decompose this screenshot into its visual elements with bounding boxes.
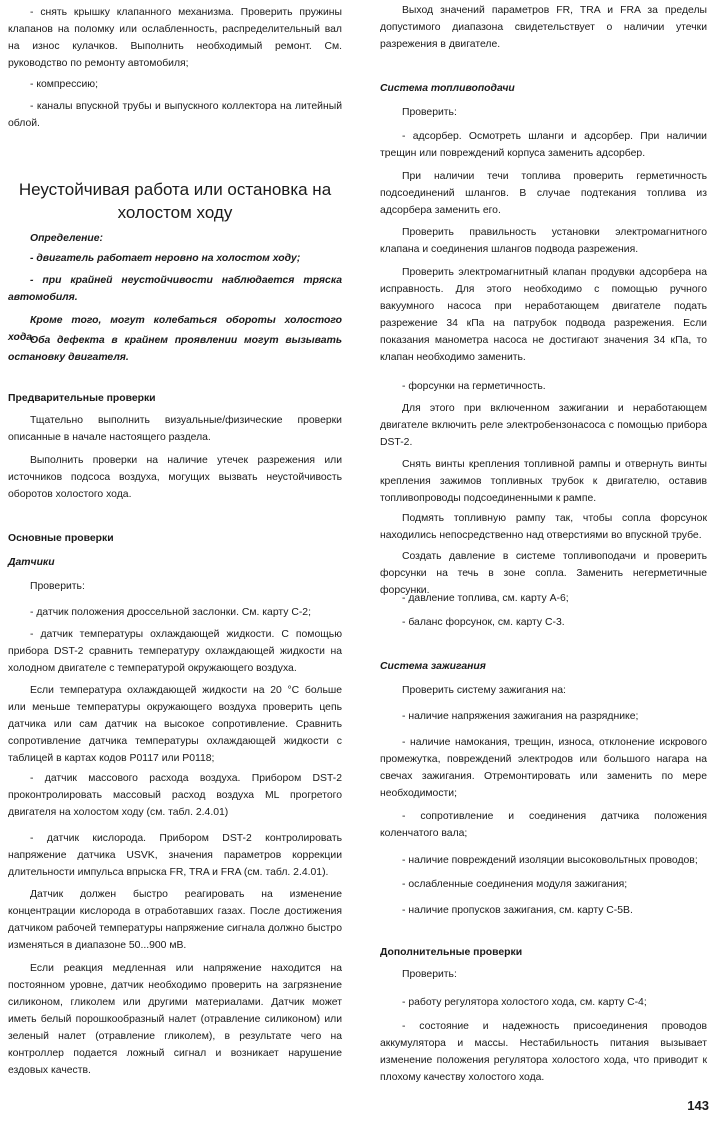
paragraph: - адсорбер. Осмотреть шланги и адсорбер. При наличии трещин или повреждений корпуса заменить адсорбер. xyxy=(380,131,707,159)
paragraph: - датчик температуры охлаждающей жидкости. С помощью прибора DST-2 сравнить температуру охлаждающей жидкости на холодном двигателе с температурой окружающего воздуха. xyxy=(8,629,342,674)
paragraph: Проверить: xyxy=(30,581,85,592)
subsection-title: Датчики xyxy=(8,557,55,568)
definition-item: Оба дефекта в крайнем проявлении могут вызывать остановку двигателя. xyxy=(8,335,342,363)
paragraph: Датчик должен быстро реагировать на изменение концентрации кислорода в отработавших газах. После достижения датчиком рабочей температуры напряжение сигнала должно быстро изменяться в диапазоне 50...900 мВ. xyxy=(8,889,342,951)
paragraph: Проверить электромагнитный клапан продувки адсорбера на исправность. Для этого необходимо с помощью ручного вакуумного насоса при неработающем двигателе подать разрежение 34 кПа на патрубок подвода разрежения. Если показания манометра насоса не достигают значения 34 кПа, то клапан необходимо заменить. xyxy=(380,267,707,363)
definition-item: Кроме того, могут колебаться обороты холостого хода. xyxy=(8,315,342,343)
paragraph: - компрессию; xyxy=(30,79,98,90)
paragraph: Если температура охлаждающей жидкости на 20 °C больше или меньше температуры окружающего воздуха проверить цепь датчика или сам датчик на высокое сопротивление. Сравнить сопротивление датчика температуры охлаждающей жидкости с таблицей в картах кодов P0117 или P0118; xyxy=(8,685,342,764)
paragraph: - работу регулятора холостого хода, см. карту С-4; xyxy=(402,997,647,1008)
paragraph: Создать давление в системе топливоподачи и проверить форсунки на течь в зоне сопла. Заменить негерметичные форсунки. xyxy=(380,551,707,596)
paragraph: Выход значений параметров FR, TRA и FRA за пределы допустимого диапазона свидетельствует о наличии утечки разрежения в двигателе. xyxy=(380,5,707,50)
paragraph: Проверить систему зажигания на: xyxy=(402,685,566,696)
paragraph: Подмять топливную рампу так, чтобы сопла форсунок находились непосредственно над отверстиями во впускной трубе. xyxy=(380,513,707,541)
paragraph: - снять крышку клапанного механизма. Проверить пружины клапанов на поломку или ослабленность, распределительный вал на износ кулачков. Выполнить необходимый ремонт. См. руководство по ремонту автомобиля; xyxy=(8,7,342,69)
paragraph: - наличие повреждений изоляции высоковольтных проводов; xyxy=(402,855,698,866)
paragraph: - ослабленные соединения модуля зажигания; xyxy=(402,879,628,890)
paragraph: - датчик кислорода. Прибором DST-2 контролировать напряжение датчика USVK, значения параметров коррекции длительности импульса впрыска FR, TRA и FRA (см. табл. 2.4.01). xyxy=(8,833,342,878)
paragraph: - состояние и надежность присоединения проводов аккумулятора и массы. Нестабильность питания вызывает изменение положения регулятора холостого хода, что приводит к плохому качеству холостого хода. xyxy=(380,1021,707,1083)
paragraph: Выполнить проверки на наличие утечек разрежения или источников подсоса воздуха, могущих вызвать неустойчивость оборотов холостого хода. xyxy=(8,455,342,500)
paragraph: - наличие намокания, трещин, износа, отклонение искрового промежутка, повреждений электродов или большого нагара на свечах зажигания. Отремонтировать или заменить по мере необходимости; xyxy=(380,737,707,799)
paragraph: - сопротивление и соединения датчика положения коленчатого вала; xyxy=(380,811,707,839)
subsection-title: Основные проверки xyxy=(8,533,114,544)
paragraph: Тщательно выполнить визуальные/физические проверки описанные в начале настоящего раздела. xyxy=(8,415,342,443)
page-number: 143 xyxy=(687,1098,709,1113)
paragraph: - баланс форсунок, см. карту С-3. xyxy=(402,617,565,628)
paragraph: Если реакция медленная или напряжение находится на постоянном уровне, датчик необходимо проверить на загрязнение силиконом, гликолем или другими материалами. Датчик может иметь белый порошкообразный налет (отравление силиконом) или зеленый налет (отравление гликолем), в результате чего на контроллер подается ложный сигнал и возникает нарушение ездовых качеств. xyxy=(8,963,342,1076)
paragraph: Проверить: xyxy=(402,969,457,980)
paragraph: - датчик массового расхода воздуха. Прибором DST-2 проконтролировать массовый расход воздуха ML прогретого двигателя на холостом ходу (см. табл. 2.4.01) xyxy=(8,773,342,818)
paragraph: - форсунки на герметичность. xyxy=(402,381,546,392)
definition-title: Определение: xyxy=(30,233,103,244)
subsection-title: Дополнительные проверки xyxy=(380,947,523,958)
definition-item: - при крайней неустойчивости наблюдается тряска автомобиля. xyxy=(8,275,342,303)
paragraph: - датчик положения дроссельной заслонки. См. карту С-2; xyxy=(30,607,311,618)
paragraph: При наличии течи топлива проверить герметичность подсоединений шлангов. В случае подтекания топлива из адсорбера заменить его. xyxy=(380,171,707,216)
subsection-title: Предварительные проверки xyxy=(8,393,156,404)
paragraph: Проверить правильность установки электромагнитного клапана и соединения шлангов подвода разрежения. xyxy=(380,227,707,255)
paragraph: - наличие напряжения зажигания на разряднике; xyxy=(402,711,639,722)
definition-item: - двигатель работает неровно на холостом ходу; xyxy=(30,253,301,264)
subsection-title: Система топливоподачи xyxy=(380,83,515,94)
paragraph: - наличие пропусков зажигания, см. карту С-5В. xyxy=(402,905,633,916)
section-heading: Неустойчивая работа или остановка на холостом ходу xyxy=(18,180,332,222)
paragraph: Проверить: xyxy=(402,107,457,118)
paragraph: Снять винты крепления топливной рампы и отвернуть винты крепления зажимов топливных трубок к двигателю, оставив топливопроводы подсоединенными к рампе. xyxy=(380,459,707,504)
paragraph: - давление топлива, см. карту А-6; xyxy=(402,593,569,604)
subsection-title: Система зажигания xyxy=(380,661,486,672)
paragraph: Для этого при включенном зажигании и неработающем двигателе включить реле электробензонасоса с помощью прибора DST-2. xyxy=(380,403,707,448)
paragraph: - каналы впускной трубы и выпускного коллектора на литейный облой. xyxy=(8,101,342,129)
